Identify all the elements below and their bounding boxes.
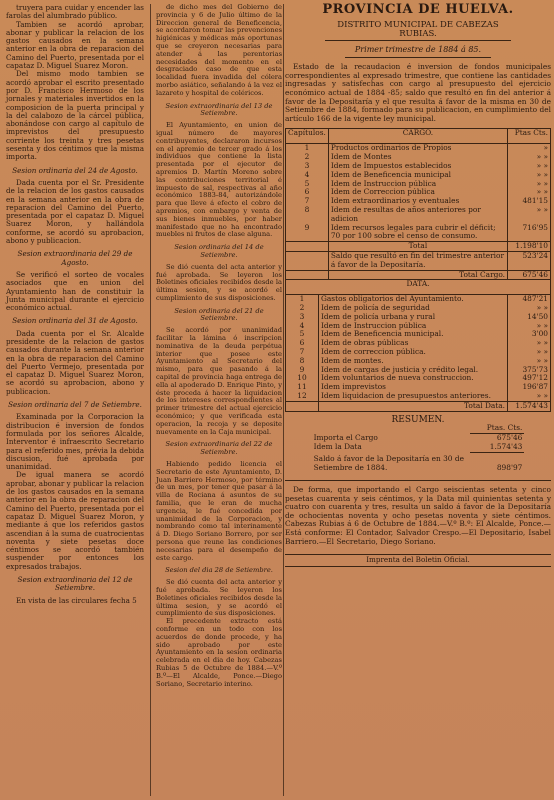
row-amount: » » bbox=[508, 206, 551, 224]
resumen-table bbox=[312, 424, 525, 472]
session-heading: Sesion ordinaria del 14 de Setiembre. bbox=[174, 243, 264, 259]
quarter-heading: Primer trimestre de 1884 á 85. bbox=[345, 46, 491, 58]
row-number: 1 bbox=[286, 144, 329, 153]
row-number: 12 bbox=[286, 392, 319, 401]
row-number: 3 bbox=[286, 313, 319, 322]
row-number: 5 bbox=[286, 180, 329, 189]
session-heading: Sesion ordinaria del 21 de Setiembre. bbox=[174, 306, 264, 323]
paragraph: Dada cuenta por el Sr. Alcalde presidente de la relacion de gastos causados durante la semana anterior en la obra de reparacion del Camino del Puerto Vermejo, presentada por el capataz D. Miguel Suarez Moron, se acordó su aprobacion, abono y publicacion. bbox=[6, 328, 144, 396]
paragraph: Del mismo modo tambien se acordó aprobar el escrito presentado por D. Francisco Hermoso de los jornales y materiales invertidos en la composicion de la puerta principal y la del calabozo de la cárcel pública, abonándose con cargo al capítulo de imprevistos del presupuesto corriente los treinta y tres pesetas sesenta y dos céntimos que la misma importa. bbox=[6, 69, 144, 162]
row-amount: 196'87 bbox=[508, 383, 551, 392]
row-amount: » bbox=[508, 144, 551, 153]
row-concept: Idem liquidacion de presupuestos anteriores. bbox=[321, 391, 491, 401]
row-concept: Idem de Montes bbox=[330, 152, 392, 162]
row-number: 10 bbox=[286, 374, 319, 383]
paragraph: Dada cuenta por el Sr. Presidente de la relacion de los gastos causados en la semana anterior en la obra de reparacion del Camino del Puerto, presentada por el capataz D. Miguel Suarez Moron, y hallándola conforme, se acordó su aprobacion, abono y publicacion. bbox=[6, 177, 144, 246]
row-number: 3 bbox=[286, 162, 329, 171]
data-total: 1.574'43 bbox=[508, 401, 551, 411]
printer-footer: Imprenta del Boletin Oficial. bbox=[285, 554, 551, 567]
saldo-anterior: 523'24 bbox=[508, 251, 551, 270]
resumen-data: 1.574'43 bbox=[470, 443, 524, 452]
row-number: 9 bbox=[286, 224, 329, 242]
table-row bbox=[286, 206, 551, 224]
page-title: PROVINCIA DE HUELVA. bbox=[322, 2, 514, 17]
row-amount: 375'73 bbox=[508, 366, 551, 375]
row-number: 2 bbox=[286, 153, 329, 162]
row-amount: 487'21 bbox=[508, 295, 551, 304]
row-amount: 14'50 bbox=[508, 313, 551, 322]
row-concept: Idem de Impuestos establecidos bbox=[330, 160, 452, 170]
row-number: 11 bbox=[286, 383, 319, 392]
row-amount: » » bbox=[508, 339, 551, 348]
paragraph: Se dió cuenta del acta anterior y fué aprobada. Se leyeron los Boletines oficiales recibidos desde la última sesion, y se acordó el cumplimiento de sus disposiciones. bbox=[156, 262, 282, 302]
row-number: 6 bbox=[286, 339, 319, 348]
resumen-cargo-label: Importa el Cargo bbox=[313, 433, 378, 442]
row-number: 4 bbox=[286, 322, 319, 331]
row-number: 8 bbox=[286, 357, 319, 366]
row-amount: 497'12 bbox=[508, 374, 551, 383]
row-number: 1 bbox=[286, 295, 319, 304]
row-concept: Idem de resultas de años anteriores por adicion bbox=[330, 204, 481, 223]
session-heading: Sesion extraordinaria del 22 de Setiembre. bbox=[165, 440, 273, 457]
row-amount: » » bbox=[508, 392, 551, 401]
row-amount: » » bbox=[508, 162, 551, 171]
paragraph: De igual manera se acordó aprobar, abonar y publicar la relacion de los gastos causados en la semana anterior en la obra de reparacion del Camino del Puerto, presentada por el capataz D. Miguel Suarez Moron, y mediante á que los referidos gastos ascendian á la suma de cuatrocientas noventa y siete pesetas doce céntimos se acordó también suspender por entonces los expresados trabajos. bbox=[6, 470, 144, 571]
col-header-capitulos: Capítulos. bbox=[286, 129, 329, 144]
row-amount: 3'00 bbox=[508, 330, 551, 339]
session-heading: Sesion ordinaria del 31 de Agosto. bbox=[12, 316, 138, 326]
resumen-saldo: 898'97 bbox=[496, 463, 523, 473]
row-number: 9 bbox=[286, 366, 319, 375]
paragraph: Habiendo pedido licencia el Secretario de este Ayuntamiento, D. Juan Barriero Hermoso, por término de un mes, por tener que pasar á la villa de Rociana á asuntos de su familia, que le eran de mucha urgencia, le fué concedida por unanimidad de la Corporacion, y nombrando como tal interinamente á D. Diego Soriano Borrero, por ser persona que reune las condiciones necesarias para el desempeño de este cargo. bbox=[156, 460, 282, 562]
row-concept: Idem de obras públicas bbox=[321, 338, 409, 348]
row-amount: » » bbox=[508, 304, 551, 313]
row-concept: Idem de Instruccion pública bbox=[321, 320, 427, 330]
paragraph: truyera para cuidar y encender las farolas del alumbrado público. bbox=[6, 3, 144, 21]
row-concept: Idem extraordinarios y eventuales bbox=[330, 196, 460, 206]
col-header-cargo: CARGO. bbox=[328, 129, 507, 144]
resumen-cargo: 675'46 bbox=[496, 433, 523, 443]
row-concept: Idem imprevistos bbox=[321, 382, 386, 392]
row-amount: » » bbox=[508, 357, 551, 366]
paragraph: El precedente extracto está conforme en un todo con los acuerdos de donde procede, y ha sido aprobado por este Ayuntamiento en la sesion ordinaria celebrada en el dia de hoy. Cabezas Rubias 5 de Octubre de 1884.—V.º B.º—El Alcalde, Ponce.—Diego Soriano, Secretario interino. bbox=[156, 617, 282, 688]
row-amount: 481'15 bbox=[508, 197, 551, 206]
session-heading: Sesion del dia 28 de Setiembre. bbox=[165, 566, 273, 575]
total-cargo: 675'46 bbox=[508, 270, 551, 280]
resumen-data-label: Idem la Data bbox=[313, 442, 362, 452]
row-amount: » » bbox=[508, 171, 551, 180]
paragraph: Se verificó el sorteo de vocales asociados que en union del Ayuntamiento han de constituir la Junta municipal durante el ejercicio económico actual. bbox=[6, 269, 144, 313]
row-concept: Idem de Correccion pública bbox=[330, 187, 435, 197]
row-amount: » » bbox=[508, 180, 551, 189]
paragraph: En vista de las circulares fecha 5 bbox=[16, 595, 137, 605]
column-right bbox=[285, 4, 551, 567]
saldo-anterior-label: Saldo que resultó en fin del trimestre anterior á favor de la Depositaría. bbox=[328, 251, 507, 270]
column-divider bbox=[150, 4, 151, 796]
session-heading: Sesion ordinaria del 7 de Setiembre. bbox=[8, 400, 142, 410]
data-table bbox=[285, 280, 551, 411]
session-heading: Sesion ordinaria del 24 de Agosto. bbox=[12, 165, 138, 175]
row-number: 5 bbox=[286, 330, 319, 339]
row-concept: Idem de policía urbana y rural bbox=[321, 311, 436, 321]
row-amount: » » bbox=[508, 348, 551, 357]
table-row bbox=[286, 144, 551, 153]
table-row bbox=[286, 392, 551, 401]
column-left bbox=[6, 4, 144, 605]
intro-paragraph: Estado de la recaudacion é inversion de fondos municipales correspondientes al expresado trimestre, que contiene las cantidades ingresadas y satisfechas con cargo al presupuesto del ejercicio económico actual de 1884 -85; saldo que resultó en fin del anterior á favor de la Depositaría y el que resulta á favor de la misma en 30 de Setiembre de 1884, formado para su publicacion, en cumplimiento del artículo 166 de la vigente ley municipal. bbox=[285, 62, 551, 123]
row-number: 7 bbox=[286, 348, 319, 357]
row-concept: Idem de montes. bbox=[321, 355, 384, 365]
column-middle bbox=[156, 4, 282, 688]
row-concept: Gastos obligatorios del Ayuntamiento. bbox=[321, 294, 464, 304]
resumen-saldo-label: Saldo á favor de la Depositaría en 30 de Setiembre de 1884. bbox=[313, 454, 464, 473]
row-concept: Idem de policía de seguridad bbox=[321, 303, 430, 313]
row-amount: » » bbox=[508, 188, 551, 197]
resumen-col-header: Ptas. Cts. bbox=[470, 424, 524, 433]
row-amount: » » bbox=[508, 322, 551, 331]
resumen-heading: RESUMEN. bbox=[391, 414, 445, 425]
row-amount: 716'95 bbox=[508, 224, 551, 242]
column-divider bbox=[283, 4, 284, 796]
col-header-amount: Ptas Cts. bbox=[508, 129, 551, 144]
row-number: 8 bbox=[286, 206, 329, 224]
row-concept: Idem voluntarios de nueva construccion. bbox=[321, 373, 474, 383]
session-heading: Sesion extraordinaria del 13 de Setiembre. bbox=[165, 101, 273, 118]
cargo-table bbox=[285, 128, 551, 280]
table-row bbox=[286, 224, 551, 242]
cargo-total-label: Total bbox=[328, 242, 507, 252]
row-concept: Idem de cargas de justicia y crédito legal. bbox=[321, 364, 479, 374]
paragraph: Se dió cuenta del acta anterior y fué aprobada. Se leyeron los Boletines oficiales recibidos desde la última sesion, y se acordó el cumplimiento de sus disposiciones. bbox=[156, 578, 282, 618]
session-heading: Sesion extraordinaria del 12 de Setiembre. bbox=[17, 575, 133, 593]
row-amount: » » bbox=[508, 153, 551, 162]
row-number: 6 bbox=[286, 188, 329, 197]
cargo-total: 1.198'10 bbox=[508, 242, 551, 252]
paragraph: El Ayuntamiento, en union de igual número de mayores contribuyentes, declararon incursos en el apremio de tercer grado á los individuos que contiene la lista presentada por el ejecutor de apremios D. Martín Moreno sobre las contribuciones territorial é impuesto de sal, respectivas al año económico 1883-84, autorizándole para que lleve á efecto el cobro de apremios, con embargo y venta de sus bienes inmuebles, por haber manifestado que no ha encontrado muebles ni frutos de clase alguna. bbox=[156, 121, 282, 239]
paragraph: Examinada por la Corporacion la distribucion é inversion de fondos formulada por los señores Alcalde, Interventor é infraescrito Secretario para el referido mes, prévia la debida discusion, fué aprobada por unanimidad. bbox=[6, 412, 144, 472]
district-heading: DISTRITO MUNICIPAL DE CABEZAS RUBIAS. bbox=[325, 21, 511, 42]
row-concept: Productos ordinarios de Propios bbox=[330, 143, 452, 153]
session-heading: Sesion extraordinaria del 29 de Agosto. bbox=[17, 249, 133, 267]
paragraph: Tambien se acordó aprobar, abonar y publicar la relacion de los gastos causados en la semana anterior en la obra de reparacion del Camino del Puerto, presentada por el capataz D. Miguel Suarez Moron. bbox=[6, 19, 144, 71]
row-concept: Idem de Instruccion pública bbox=[330, 178, 437, 188]
data-total-label: Total Data. bbox=[319, 401, 508, 411]
data-heading: DATA. bbox=[286, 280, 551, 295]
row-concept: Idem de Beneficencia municipal. bbox=[321, 329, 444, 339]
paragraph: Se acordó por unanimidad facilitar la lámina ó inscripcion nominativa de la deuda perpétua interior que posee este Ayuntamiento al Secretario del mismo, para que pasando á la capital de provincia haga entrega de ella al apoderado D. Enrique Pinto, y éste proceda á hacer la liquidacion de los intereses correspondientes al primer trimestre del actual ejercicio económico; y que verificada esta operacion, la recoja y se deposite nuevamente en la Caja municipal. bbox=[156, 326, 282, 436]
row-number: 4 bbox=[286, 171, 329, 180]
paragraph: de dicho mes del Gobierno de provincia y 6 de Julio último de la Direccion general de Beneficencia, se acordaron tomar las prevenciones higiénicas y médicas más oportunas que se creyeron necesarias para atender á las perentorias necesidades del momento en el desgraciado caso de que esta localidad fuera invadida del cólera morbo asiático, señalando á la vez el lazareto y hospital de coléricos. bbox=[156, 3, 282, 97]
row-concept: Idem recursos legales para cubrir el déficit; 70 por 100 sobre el censo de consumo. bbox=[330, 222, 496, 241]
row-number: 2 bbox=[286, 304, 319, 313]
total-cargo-label: Total Cargo. bbox=[328, 270, 507, 280]
row-number: 7 bbox=[286, 197, 329, 206]
row-concept: Idem de Beneficencia municipal bbox=[330, 169, 451, 179]
closing-paragraph: De forma, que importando el Cargo seiscientas setenta y cinco pesetas cuarenta y seis céntimos, y la Data mil quinientas setenta y cuatro con cuarenta y tres, resulta un saldo á favor de la Depositaría de ochocientas noventa y ocho pesetas noventa y siete céntimos. Cabezas Rubias á 6 de Octubre de 1884.—V.º B.º: El Alcalde, Ponce.—Está conforme: El Contador, Salvador Crespo.—El Depositario, Isabel Barriero.—El Secretario, Diego Soriano. bbox=[285, 480, 551, 546]
row-concept: Idem de correccion pública. bbox=[321, 347, 426, 357]
